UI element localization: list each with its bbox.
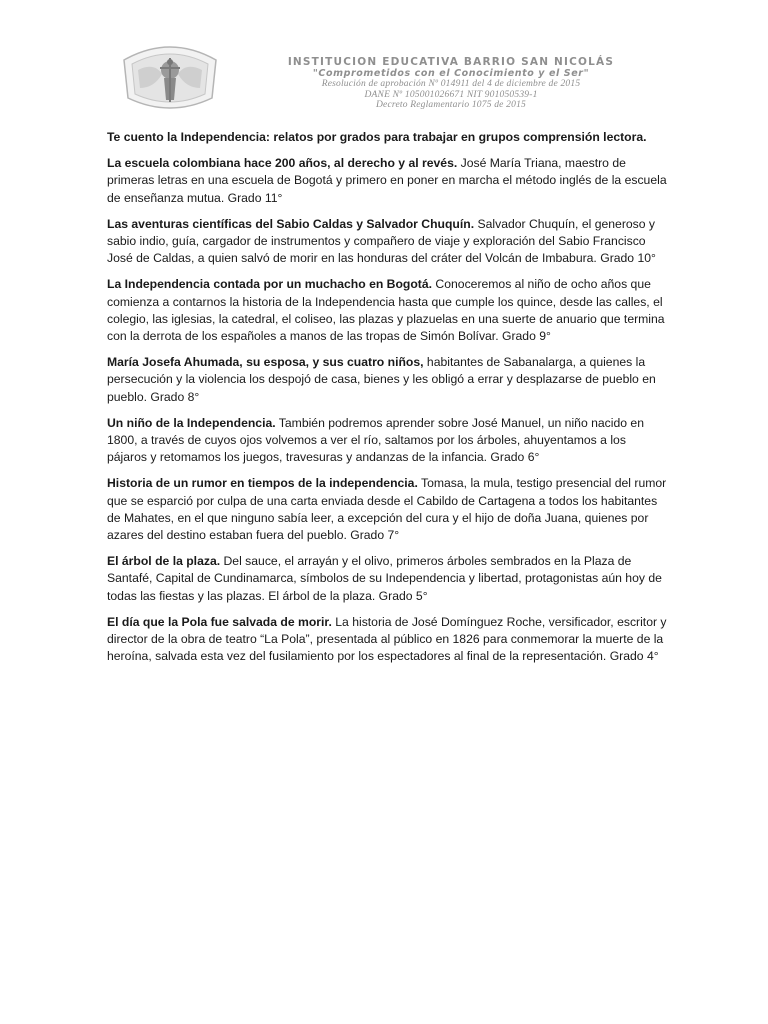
story-entry (107, 276, 667, 345)
story-entry (107, 354, 667, 406)
story-title: Las aventuras científicas del Sabio Caldas y Salvador Chuquín. (107, 216, 475, 231)
story-entry (107, 216, 667, 268)
story-title: Un niño de la Independencia. (107, 415, 276, 430)
story-entry (107, 553, 667, 605)
story-entry (107, 475, 667, 544)
school-crest-icon (118, 40, 222, 110)
story-title: El árbol de la plaza. (107, 554, 221, 569)
intro-heading: Te cuento la Independencia: relatos por grados para trabajar en grupos comprensión lectora. (107, 130, 647, 144)
institution-name: INSTITUCION EDUCATIVA BARRIO SAN NICOLÁS (287, 56, 615, 68)
story-text: habitantes de Sabanalarga, a quienes la persecución y la violencia los despojó de casa, bienes y les obligó a errar y desplazarse de pueblo en pueblo. (107, 355, 656, 404)
story-text: También podremos aprender sobre José Manuel, un niño nacido en 1800, a través de cuyos ojos volvemos a ver el río, saltamos por los árboles, ahuyentamos a los pájaros y retomamos los juegos, travesuras y andanzas de la infancia. (107, 415, 644, 465)
institution-motto: "Comprometidos con el Conocimiento y el Ser" (312, 68, 590, 79)
story-text: José María Triana, maestro de primeras letras en una escuela de Bogotá y primero en poner en marcha el método inglés de la escuela de enseñanza mutua. (107, 156, 667, 205)
story-grade: Grado 7° (346, 528, 400, 543)
story-text: Conoceremos al niño de ocho años que comienza a contarnos la historia de la Independencia hasta que cumple los quince, desde las calles, el colegio, las iglesias, la catedral, el coliseo, las plazas y plazuelas en una suerte de anuario que termina con la derrota de los españoles a manos de las tropas de Simón Bolívar. (107, 277, 665, 344)
story-grade: Grado 8° (146, 389, 200, 404)
story-grade: Grado 6° (487, 450, 540, 465)
story-text: Salvador Chuquín, el generoso y sabio indio, guía, cargador de instrumentos y compañero de viaje y exploración del Sabio Francisco José de Caldas, a quien salvó de morir en las honduras del cráter del Volcán de Imbabura. (107, 216, 656, 266)
story-entry (107, 415, 667, 467)
story-title: La escuela colombiana hace 200 años, al derecho y al revés. (107, 156, 458, 171)
story-title: El día que la Pola fue salvada de morir. (107, 614, 332, 629)
dane-line: DANE Nº 105001026671 NIT 901050539-1 (364, 89, 538, 100)
story-grade: Grado 10° (596, 251, 656, 266)
story-title: La Independencia contada por un muchacho en Bogotá. (107, 277, 433, 292)
document-body (107, 129, 667, 674)
story-text: La historia de José Domínguez Roche, versificador, escritor y director de la obra de teatro “La Pola”, presentada al público en 1826 para conmemorar la muerte de la heroína, salvada esta vez del fusilamiento por los espectadores al final de la representación. (107, 614, 667, 664)
decree-line: Decreto Reglamentario 1075 de 2015 (376, 100, 526, 110)
story-entry (107, 614, 667, 666)
story-title: María Josefa Ahumada, su esposa, y sus cuatro niños, (107, 355, 424, 370)
story-text: Tomasa, la mula, testigo presencial del rumor que se esparció por culpa de una carta enviada desde el Cabildo de Cartagena a todos los habitantes de Mahates, en el que ninguno sabía leer, a excepción del cura y el hijo de doña Juana, quienes por azares del destino estaban fuera del pueblo. (107, 476, 667, 543)
story-grade: Grado 5° (375, 588, 428, 603)
letterhead (118, 40, 678, 110)
story-title: Historia de un rumor en tiempos de la independencia. (107, 476, 418, 491)
story-entry (107, 155, 667, 207)
story-grade: Grado 11° (224, 190, 283, 205)
story-text: Del sauce, el arrayán y el olivo, primeros árboles sembrados en la Plaza de Santafé, Capital de Cundinamarca, símbolos de su Independencia y libertad, protagonistas aún hoy de todas las fiestas y las plazas. El árbol de la plaza. (107, 554, 662, 603)
resolution-line: Resolución de aprobación Nº 014911 del 4 de diciembre de 2015 (321, 79, 581, 89)
story-grade: Grado 9° (498, 329, 551, 344)
story-grade: Grado 4° (606, 649, 659, 664)
